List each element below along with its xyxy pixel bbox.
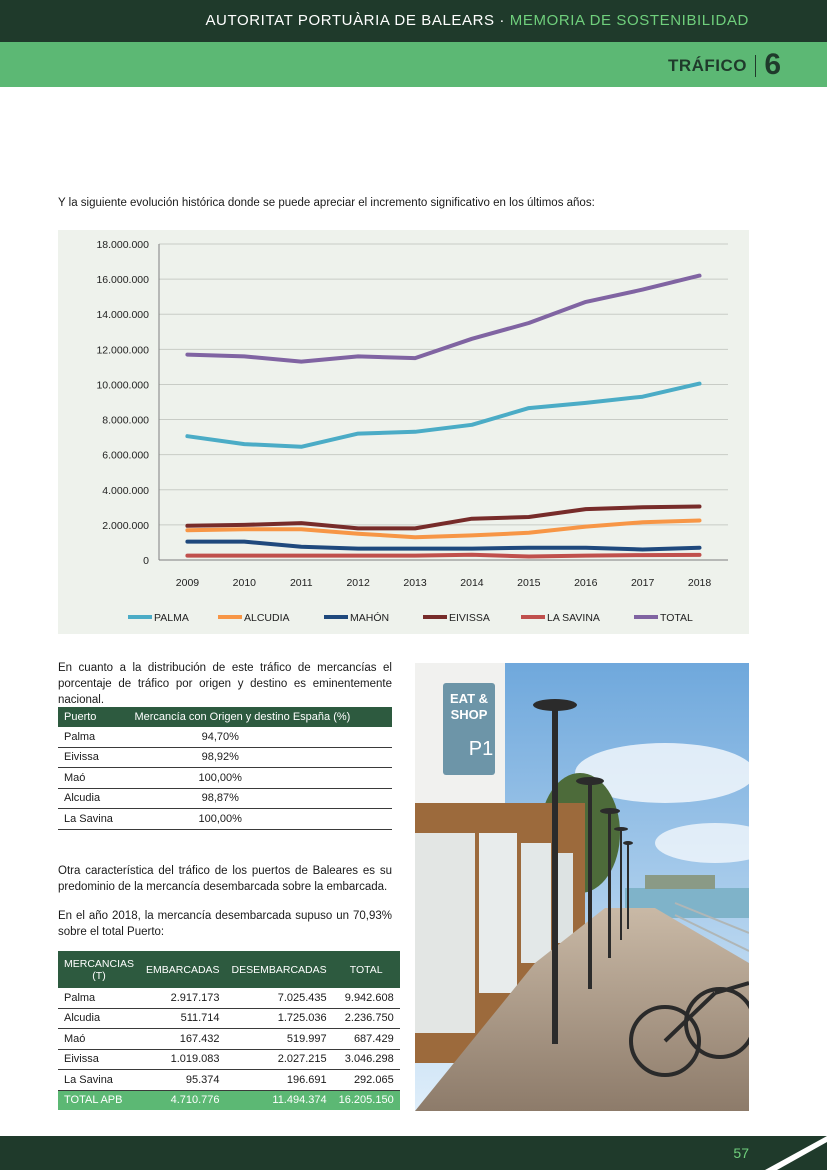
port-name: La Savina bbox=[58, 809, 128, 830]
port-name: Palma bbox=[58, 727, 128, 747]
y-tick-label: 14.000.000 bbox=[96, 309, 149, 322]
series-line-mahón bbox=[187, 542, 699, 550]
x-tick-label: 2017 bbox=[630, 577, 655, 589]
document-header bbox=[205, 12, 749, 29]
x-tick-label: 2018 bbox=[687, 577, 712, 589]
sign-line-2: SHOP bbox=[450, 707, 488, 722]
section-title: TRÁFICO bbox=[667, 56, 747, 75]
column-header-loaded: EMBARCADAS bbox=[140, 951, 226, 988]
y-tick-label: 2.000.000 bbox=[102, 519, 149, 532]
photo-illustration bbox=[415, 663, 749, 1111]
port-name: Maó bbox=[58, 768, 128, 789]
table-header-row bbox=[58, 951, 400, 988]
port-name: Eivissa bbox=[58, 747, 128, 768]
series-line-total bbox=[187, 276, 699, 362]
column-header-goods: MERCANCIAS (T) bbox=[58, 951, 140, 988]
x-tick-label: 2011 bbox=[289, 577, 313, 589]
table-row bbox=[58, 747, 392, 768]
total-value: 292.065 bbox=[333, 1070, 400, 1091]
table-row bbox=[58, 788, 392, 809]
y-tick-label: 18.000.000 bbox=[96, 239, 149, 251]
loaded-value: 2.917.173 bbox=[140, 988, 226, 1008]
sign-line-1: EAT & bbox=[449, 691, 489, 706]
total-unloaded: 11.494.374 bbox=[226, 1090, 333, 1110]
legend-label: MAHÓN bbox=[350, 612, 390, 624]
column-header-port: Puerto bbox=[58, 707, 128, 727]
series-line-la-savina bbox=[187, 555, 699, 557]
table-row bbox=[58, 1049, 400, 1070]
loaded-value: 511.714 bbox=[140, 1008, 226, 1029]
page-footer bbox=[0, 1136, 827, 1170]
goods-traffic-table bbox=[58, 951, 400, 1110]
header-separator: · bbox=[494, 12, 510, 29]
total-loaded: 4.710.776 bbox=[140, 1090, 226, 1110]
table-total-row bbox=[58, 1090, 400, 1110]
document-subtitle: MEMORIA DE SOSTENIBILIDAD bbox=[509, 12, 749, 29]
y-tick-label: 4.000.000 bbox=[102, 484, 149, 497]
total-value: 2.236.750 bbox=[333, 1008, 400, 1029]
table-row bbox=[58, 1070, 400, 1091]
table-row bbox=[58, 1008, 400, 1029]
y-tick-label: 0 bbox=[143, 555, 149, 567]
loaded-value: 95.374 bbox=[140, 1070, 226, 1091]
y-tick-label: 6.000.000 bbox=[102, 449, 149, 462]
loaded-value: 1.019.083 bbox=[140, 1049, 226, 1070]
percentage-value: 98,92% bbox=[128, 747, 392, 768]
unloaded-value: 519.997 bbox=[226, 1029, 333, 1050]
section-bar bbox=[0, 42, 827, 87]
column-header-percentage: Mercancía con Origen y destino España (%) bbox=[128, 707, 392, 727]
x-tick-label: 2016 bbox=[574, 577, 598, 589]
paragraph-distribution: En cuanto a la distribución de este tráfico de mercancías el porcentaje de tráfico por origen y destino es eminentemente nacional. bbox=[58, 662, 392, 706]
port-name: Maó bbox=[58, 1029, 140, 1050]
total-label: TOTAL APB bbox=[58, 1090, 140, 1110]
x-tick-label: 2009 bbox=[175, 577, 200, 589]
x-tick-label: 2013 bbox=[403, 577, 427, 589]
table-row bbox=[58, 768, 392, 789]
loaded-value: 167.432 bbox=[140, 1029, 226, 1050]
y-tick-label: 8.000.000 bbox=[102, 414, 149, 427]
legend-label: EIVISSA bbox=[449, 612, 490, 624]
footer-stripe bbox=[757, 1136, 827, 1170]
section-divider bbox=[755, 55, 756, 77]
page-number: 57 bbox=[733, 1145, 749, 1161]
top-header-bar bbox=[0, 0, 827, 42]
total-value: 687.429 bbox=[333, 1029, 400, 1050]
line-chart bbox=[58, 230, 749, 634]
paragraph-2018: En el año 2018, la mercancía desembarcada supuso un 70,93% sobre el total Puerto: bbox=[58, 910, 392, 938]
table-row bbox=[58, 988, 400, 1008]
port-name: La Savina bbox=[58, 1070, 140, 1091]
y-tick-label: 10.000.000 bbox=[96, 379, 149, 392]
port-name: Palma bbox=[58, 988, 140, 1008]
legend-label: LA SAVINA bbox=[547, 612, 600, 624]
total-value: 3.046.298 bbox=[333, 1049, 400, 1070]
unloaded-value: 7.025.435 bbox=[226, 988, 333, 1008]
port-name: Alcudia bbox=[58, 788, 128, 809]
percentage-value: 98,87% bbox=[128, 788, 392, 809]
column-header-total: TOTAL bbox=[333, 951, 400, 988]
percentage-value: 100,00% bbox=[128, 809, 392, 830]
unloaded-value: 2.027.215 bbox=[226, 1049, 333, 1070]
port-name: Alcudia bbox=[58, 1008, 140, 1029]
line-chart-panel bbox=[58, 230, 749, 634]
column-header-unloaded: DESEMBARCADAS bbox=[226, 951, 333, 988]
table-row bbox=[58, 727, 392, 747]
legend-label: PALMA bbox=[154, 612, 189, 624]
total-sum: 16.205.150 bbox=[333, 1090, 400, 1110]
port-name: Eivissa bbox=[58, 1049, 140, 1070]
total-value: 9.942.608 bbox=[333, 988, 400, 1008]
paragraph-predominance: Otra característica del tráfico de los puertos de Baleares es su predominio de la mercancía desembarcada sobre la embarcada. bbox=[58, 865, 392, 893]
unloaded-value: 196.691 bbox=[226, 1070, 333, 1091]
percentage-value: 94,70% bbox=[128, 727, 392, 747]
unloaded-value: 1.725.036 bbox=[226, 1008, 333, 1029]
percentage-value: 100,00% bbox=[128, 768, 392, 789]
x-tick-label: 2015 bbox=[517, 577, 541, 589]
legend-label: ALCUDIA bbox=[244, 612, 290, 624]
table-row bbox=[58, 809, 392, 830]
table-header-row bbox=[58, 707, 392, 727]
sign-code: P1 bbox=[468, 738, 494, 760]
table-row bbox=[58, 1029, 400, 1050]
x-tick-label: 2010 bbox=[232, 577, 257, 589]
origin-destination-table bbox=[58, 707, 392, 830]
y-tick-label: 12.000.000 bbox=[96, 344, 149, 357]
organization-title: AUTORITAT PORTUÀRIA DE BALEARS bbox=[205, 12, 495, 29]
intro-text: Y la siguiente evolución histórica donde se puede apreciar el incremento significativo en los últimos años: bbox=[58, 197, 595, 209]
series-line-palma bbox=[187, 384, 699, 447]
x-tick-label: 2012 bbox=[346, 577, 370, 589]
y-tick-label: 16.000.000 bbox=[96, 274, 149, 287]
x-tick-label: 2014 bbox=[460, 577, 484, 589]
legend-label: TOTAL bbox=[660, 612, 693, 624]
port-promenade-photo bbox=[415, 663, 749, 1111]
section-number: 6 bbox=[764, 48, 781, 81]
